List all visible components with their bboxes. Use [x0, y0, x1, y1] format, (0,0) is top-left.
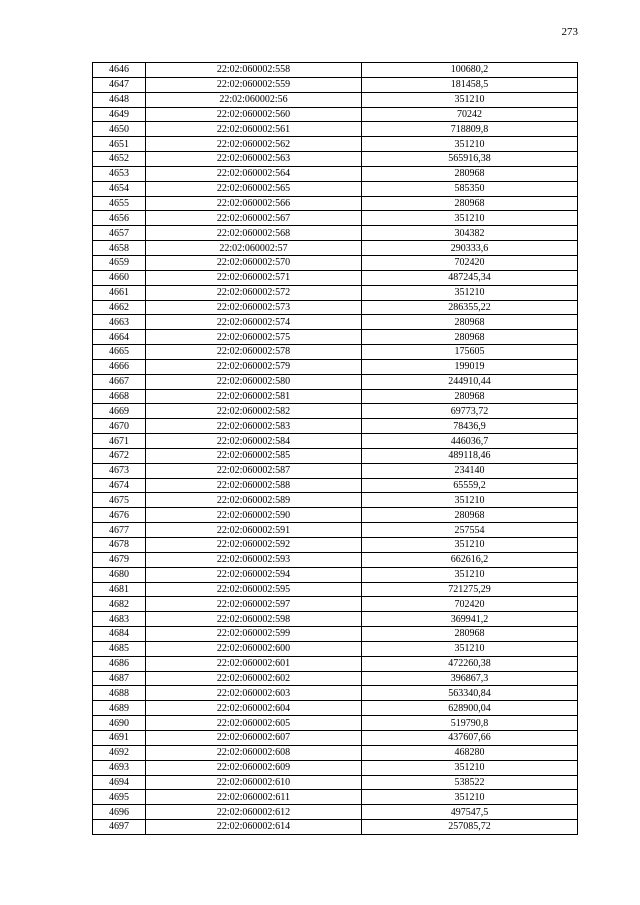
cadastral-number-cell: 22:02:060002:608 — [146, 745, 362, 760]
row-number-cell: 4672 — [93, 448, 146, 463]
cadastral-value-table — [92, 62, 578, 835]
table-row — [93, 345, 578, 360]
cadastral-value-cell: 489118,46 — [362, 448, 578, 463]
cadastral-number-cell: 22:02:060002:614 — [146, 820, 362, 835]
table-row — [93, 315, 578, 330]
table-row — [93, 790, 578, 805]
cadastral-value-cell: 351210 — [362, 538, 578, 553]
cadastral-value-cell: 304382 — [362, 226, 578, 241]
row-number-cell: 4649 — [93, 107, 146, 122]
cadastral-number-cell: 22:02:060002:57 — [146, 241, 362, 256]
table-row — [93, 359, 578, 374]
row-number-cell: 4656 — [93, 211, 146, 226]
row-number-cell: 4693 — [93, 760, 146, 775]
row-number-cell: 4682 — [93, 597, 146, 612]
cadastral-value-cell: 628900,04 — [362, 701, 578, 716]
cadastral-value-cell: 100680,2 — [362, 63, 578, 78]
table-row — [93, 597, 578, 612]
row-number-cell: 4697 — [93, 820, 146, 835]
table-row — [93, 552, 578, 567]
cadastral-value-cell: 234140 — [362, 463, 578, 478]
table-row — [93, 122, 578, 137]
table-row — [93, 538, 578, 553]
row-number-cell: 4671 — [93, 434, 146, 449]
row-number-cell: 4674 — [93, 478, 146, 493]
cadastral-value-cell: 351210 — [362, 641, 578, 656]
row-number-cell: 4651 — [93, 137, 146, 152]
cadastral-value-cell: 280968 — [362, 166, 578, 181]
cadastral-number-cell: 22:02:060002:597 — [146, 597, 362, 612]
cadastral-number-cell: 22:02:060002:571 — [146, 270, 362, 285]
table-row — [93, 656, 578, 671]
cadastral-number-cell: 22:02:060002:578 — [146, 345, 362, 360]
cadastral-value-cell: 280968 — [362, 315, 578, 330]
cadastral-value-cell: 286355,22 — [362, 300, 578, 315]
row-number-cell: 4662 — [93, 300, 146, 315]
row-number-cell: 4688 — [93, 686, 146, 701]
row-number-cell: 4681 — [93, 582, 146, 597]
row-number-cell: 4664 — [93, 330, 146, 345]
row-number-cell: 4694 — [93, 775, 146, 790]
row-number-cell: 4668 — [93, 389, 146, 404]
row-number-cell: 4650 — [93, 122, 146, 137]
row-number-cell: 4689 — [93, 701, 146, 716]
cadastral-value-cell: 538522 — [362, 775, 578, 790]
row-number-cell: 4647 — [93, 77, 146, 92]
cadastral-number-cell: 22:02:060002:580 — [146, 374, 362, 389]
cadastral-number-cell: 22:02:060002:573 — [146, 300, 362, 315]
table-row — [93, 730, 578, 745]
row-number-cell: 4655 — [93, 196, 146, 211]
table-body — [93, 63, 578, 835]
table-row — [93, 241, 578, 256]
cadastral-value-cell: 78436,9 — [362, 419, 578, 434]
row-number-cell: 4648 — [93, 92, 146, 107]
cadastral-value-cell: 446036,7 — [362, 434, 578, 449]
cadastral-number-cell: 22:02:060002:592 — [146, 538, 362, 553]
table-row — [93, 285, 578, 300]
table-row — [93, 671, 578, 686]
row-number-cell: 4675 — [93, 493, 146, 508]
cadastral-value-cell: 244910,44 — [362, 374, 578, 389]
cadastral-number-cell: 22:02:060002:610 — [146, 775, 362, 790]
table-row — [93, 582, 578, 597]
cadastral-number-cell: 22:02:060002:558 — [146, 63, 362, 78]
cadastral-value-cell: 519790,8 — [362, 716, 578, 731]
cadastral-value-cell: 280968 — [362, 196, 578, 211]
cadastral-value-cell: 70242 — [362, 107, 578, 122]
row-number-cell: 4653 — [93, 166, 146, 181]
cadastral-number-cell: 22:02:060002:601 — [146, 656, 362, 671]
cadastral-number-cell: 22:02:060002:600 — [146, 641, 362, 656]
table-row — [93, 523, 578, 538]
row-number-cell: 4657 — [93, 226, 146, 241]
row-number-cell: 4684 — [93, 627, 146, 642]
cadastral-value-cell: 351210 — [362, 137, 578, 152]
row-number-cell: 4673 — [93, 463, 146, 478]
cadastral-number-cell: 22:02:060002:591 — [146, 523, 362, 538]
row-number-cell: 4658 — [93, 241, 146, 256]
cadastral-number-cell: 22:02:060002:581 — [146, 389, 362, 404]
cadastral-number-cell: 22:02:060002:605 — [146, 716, 362, 731]
cadastral-number-cell: 22:02:060002:599 — [146, 627, 362, 642]
cadastral-value-cell: 280968 — [362, 330, 578, 345]
cadastral-value-cell: 487245,34 — [362, 270, 578, 285]
row-number-cell: 4666 — [93, 359, 146, 374]
cadastral-number-cell: 22:02:060002:562 — [146, 137, 362, 152]
row-number-cell: 4667 — [93, 374, 146, 389]
row-number-cell: 4669 — [93, 404, 146, 419]
table-row — [93, 77, 578, 92]
cadastral-number-cell: 22:02:060002:603 — [146, 686, 362, 701]
cadastral-number-cell: 22:02:060002:567 — [146, 211, 362, 226]
row-number-cell: 4691 — [93, 730, 146, 745]
cadastral-number-cell: 22:02:060002:607 — [146, 730, 362, 745]
table-row — [93, 760, 578, 775]
table-row — [93, 330, 578, 345]
cadastral-value-cell: 563340,84 — [362, 686, 578, 701]
cadastral-number-cell: 22:02:060002:584 — [146, 434, 362, 449]
cadastral-value-cell: 472260,38 — [362, 656, 578, 671]
table-row — [93, 419, 578, 434]
cadastral-value-cell: 351210 — [362, 285, 578, 300]
cadastral-value-cell: 257554 — [362, 523, 578, 538]
row-number-cell: 4695 — [93, 790, 146, 805]
page-number: 273 — [561, 26, 578, 38]
table-row — [93, 196, 578, 211]
table-row — [93, 300, 578, 315]
row-number-cell: 4686 — [93, 656, 146, 671]
cadastral-value-cell: 585350 — [362, 181, 578, 196]
table-row — [93, 493, 578, 508]
row-number-cell: 4670 — [93, 419, 146, 434]
cadastral-value-cell: 662616,2 — [362, 552, 578, 567]
table-row — [93, 805, 578, 820]
row-number-cell: 4659 — [93, 255, 146, 270]
table-row — [93, 166, 578, 181]
row-number-cell: 4683 — [93, 612, 146, 627]
cadastral-value-cell: 702420 — [362, 255, 578, 270]
cadastral-number-cell: 22:02:060002:559 — [146, 77, 362, 92]
cadastral-value-cell: 69773,72 — [362, 404, 578, 419]
table-row — [93, 745, 578, 760]
table-row — [93, 775, 578, 790]
cadastral-number-cell: 22:02:060002:604 — [146, 701, 362, 716]
cadastral-value-cell: 257085,72 — [362, 820, 578, 835]
cadastral-number-cell: 22:02:060002:612 — [146, 805, 362, 820]
cadastral-value-cell: 351210 — [362, 760, 578, 775]
cadastral-number-cell: 22:02:060002:568 — [146, 226, 362, 241]
row-number-cell: 4677 — [93, 523, 146, 538]
row-number-cell: 4692 — [93, 745, 146, 760]
table-row — [93, 270, 578, 285]
row-number-cell: 4665 — [93, 345, 146, 360]
row-number-cell: 4660 — [93, 270, 146, 285]
table-row — [93, 255, 578, 270]
cadastral-value-cell: 65559,2 — [362, 478, 578, 493]
cadastral-number-cell: 22:02:060002:563 — [146, 152, 362, 167]
table-row — [93, 716, 578, 731]
table-row — [93, 463, 578, 478]
table-row — [93, 627, 578, 642]
cadastral-value-cell: 396867,3 — [362, 671, 578, 686]
row-number-cell: 4696 — [93, 805, 146, 820]
table-row — [93, 107, 578, 122]
table-row — [93, 820, 578, 835]
cadastral-number-cell: 22:02:060002:572 — [146, 285, 362, 300]
cadastral-number-cell: 22:02:060002:566 — [146, 196, 362, 211]
cadastral-number-cell: 22:02:060002:609 — [146, 760, 362, 775]
cadastral-value-cell: 351210 — [362, 92, 578, 107]
cadastral-value-cell: 351210 — [362, 493, 578, 508]
table-row — [93, 374, 578, 389]
cadastral-value-cell: 290333,6 — [362, 241, 578, 256]
cadastral-value-cell: 199019 — [362, 359, 578, 374]
row-number-cell: 4687 — [93, 671, 146, 686]
cadastral-value-cell: 280968 — [362, 627, 578, 642]
row-number-cell: 4690 — [93, 716, 146, 731]
cadastral-value-cell: 721275,29 — [362, 582, 578, 597]
table-row — [93, 478, 578, 493]
table-row — [93, 686, 578, 701]
table-row — [93, 137, 578, 152]
cadastral-number-cell: 22:02:060002:589 — [146, 493, 362, 508]
row-number-cell: 4646 — [93, 63, 146, 78]
table-row — [93, 701, 578, 716]
cadastral-number-cell: 22:02:060002:590 — [146, 508, 362, 523]
cadastral-value-cell: 369941,2 — [362, 612, 578, 627]
cadastral-value-cell: 718809,8 — [362, 122, 578, 137]
cadastral-number-cell: 22:02:060002:602 — [146, 671, 362, 686]
cadastral-number-cell: 22:02:060002:56 — [146, 92, 362, 107]
table-row — [93, 567, 578, 582]
cadastral-number-cell: 22:02:060002:579 — [146, 359, 362, 374]
cadastral-value-cell: 280968 — [362, 389, 578, 404]
table-row — [93, 389, 578, 404]
cadastral-value-cell: 497547,5 — [362, 805, 578, 820]
cadastral-value-cell: 565916,38 — [362, 152, 578, 167]
cadastral-number-cell: 22:02:060002:583 — [146, 419, 362, 434]
table-row — [93, 226, 578, 241]
cadastral-number-cell: 22:02:060002:587 — [146, 463, 362, 478]
cadastral-number-cell: 22:02:060002:594 — [146, 567, 362, 582]
cadastral-value-cell: 181458,5 — [362, 77, 578, 92]
cadastral-value-cell: 351210 — [362, 790, 578, 805]
table-row — [93, 641, 578, 656]
table-row — [93, 448, 578, 463]
row-number-cell: 4654 — [93, 181, 146, 196]
cadastral-value-cell: 280968 — [362, 508, 578, 523]
cadastral-number-cell: 22:02:060002:598 — [146, 612, 362, 627]
table-row — [93, 612, 578, 627]
cadastral-value-cell: 175605 — [362, 345, 578, 360]
table-row — [93, 92, 578, 107]
table-row — [93, 434, 578, 449]
cadastral-value-cell: 702420 — [362, 597, 578, 612]
row-number-cell: 4663 — [93, 315, 146, 330]
cadastral-number-cell: 22:02:060002:574 — [146, 315, 362, 330]
cadastral-value-cell: 351210 — [362, 567, 578, 582]
table-row — [93, 508, 578, 523]
cadastral-number-cell: 22:02:060002:565 — [146, 181, 362, 196]
cadastral-number-cell: 22:02:060002:570 — [146, 255, 362, 270]
table-row — [93, 63, 578, 78]
cadastral-value-cell: 437607,66 — [362, 730, 578, 745]
cadastral-number-cell: 22:02:060002:593 — [146, 552, 362, 567]
row-number-cell: 4678 — [93, 538, 146, 553]
table-row — [93, 152, 578, 167]
table-row — [93, 404, 578, 419]
cadastral-number-cell: 22:02:060002:588 — [146, 478, 362, 493]
cadastral-number-cell: 22:02:060002:595 — [146, 582, 362, 597]
row-number-cell: 4685 — [93, 641, 146, 656]
row-number-cell: 4676 — [93, 508, 146, 523]
cadastral-number-cell: 22:02:060002:582 — [146, 404, 362, 419]
row-number-cell: 4652 — [93, 152, 146, 167]
table-row — [93, 181, 578, 196]
cadastral-number-cell: 22:02:060002:561 — [146, 122, 362, 137]
cadastral-number-cell: 22:02:060002:575 — [146, 330, 362, 345]
cadastral-value-cell: 468280 — [362, 745, 578, 760]
cadastral-number-cell: 22:02:060002:585 — [146, 448, 362, 463]
row-number-cell: 4680 — [93, 567, 146, 582]
cadastral-number-cell: 22:02:060002:564 — [146, 166, 362, 181]
row-number-cell: 4679 — [93, 552, 146, 567]
table-row — [93, 211, 578, 226]
cadastral-number-cell: 22:02:060002:560 — [146, 107, 362, 122]
cadastral-value-cell: 351210 — [362, 211, 578, 226]
cadastral-number-cell: 22:02:060002:611 — [146, 790, 362, 805]
row-number-cell: 4661 — [93, 285, 146, 300]
